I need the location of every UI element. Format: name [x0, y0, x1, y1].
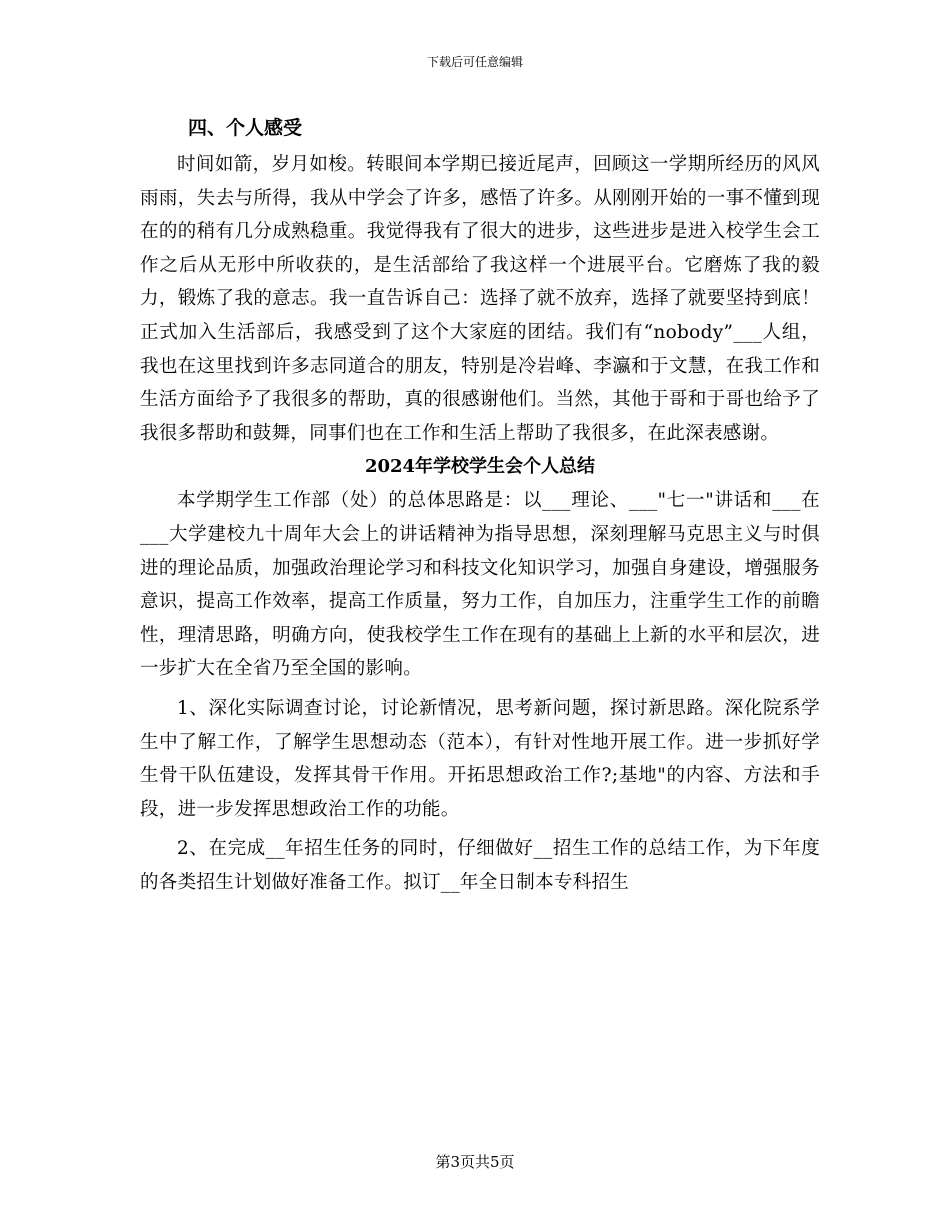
list-item-2: 2、在完成__年招生任务的同时，仔细做好__招生工作的总结工作，为下年度的各类招生计划做好准备工作。拟订__年全日制本专科招生 — [140, 838, 820, 893]
page-header-note: 下载后可任意编辑 — [426, 55, 523, 69]
section-heading: 四、个人感受 — [188, 117, 303, 139]
section-paragraph: 时间如箭，岁月如梭。转眼间本学期已接近尾声，回顾这一学期所经历的风风雨雨，失去与所得，我从中学会了许多，感悟了许多。从刚刚开始的一事不懂到现在的的稍有几分成熟稳重。我觉得我有了很大的进步，这些进步是进入校学生会工作之后从无形中所收获的，是生活部给了我这样一个进展平台。它磨炼了我的毅力，锻炼了我的意志。我一直告诉自己：选择了就不放弃，选择了就要坚持到底！正式加入生活部后，我感受到了这个大家庭的团结。我们有“nobody”___人组，我也在这里找到许多志同道合的朋友，特别是冷岩峰、李瀛和于文慧，在我工作和生活方面给予了我很多的帮助，真的很感谢他们。当然，其他于哥和于哥也给予了我很多帮助和鼓舞，同事们也在工作和生活上帮助了我很多，在此深表感谢。 — [140, 154, 820, 444]
intro-paragraph: 本学期学生工作部（处）的总体思路是：以___理论、___"七一"讲话和___在___大学建校九十周年大会上的讲话精神为指导思想，深刻理解马克思主义与时俱进的理论品质，加强政治理论学习和科技文化知识学习，加强自身建设，增强服务意识，提高工作效率，提高工作质量，努力工作，自加压力，注重学生工作的前瞻性，理清思路，明确方向，使我校学生工作在现有的基础上上新的水平和层次，进一步扩大在全省乃至全国的影响。 — [140, 490, 820, 680]
document-title: 2024年学校学生会个人总结 — [364, 456, 596, 478]
list-item-1: 1、深化实际调查讨论，讨论新情况，思考新问题，探讨新思路。深化院系学生中了解工作，了解学生思想动态（范本），有针对性地开展工作。进一步抓好学生骨干队伍建设，发挥其骨干作用。开拓思想政治工作?;基地"的内容、方法和手段，进一步发挥思想政治工作的功能。 — [140, 697, 820, 820]
document-body — [140, 108, 820, 899]
page-number: 第3页共5页 — [435, 1153, 515, 1171]
